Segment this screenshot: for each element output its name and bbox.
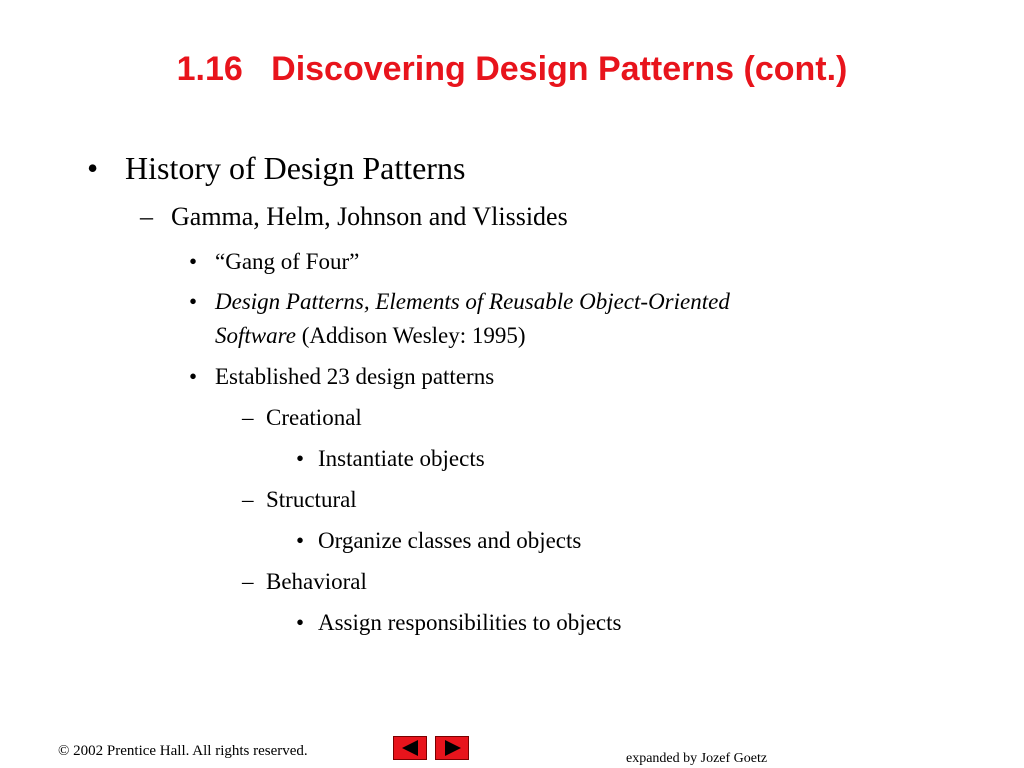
bullet-gang-of-four: “Gang of Four” (215, 249, 360, 274)
structural-description: Organize classes and objects (318, 528, 582, 553)
dash-marker: – (140, 202, 153, 231)
bullet-marker: • (189, 364, 198, 389)
dash-marker: – (242, 487, 254, 512)
author-credit: expanded by Jozef Goetz (626, 751, 768, 766)
creational-description: Instantiate objects (318, 446, 485, 471)
dash-marker: – (242, 569, 254, 594)
bullet-marker: • (296, 446, 305, 471)
bullet-marker: • (296, 528, 305, 553)
behavioral-description: Assign responsibilities to objects (318, 610, 622, 635)
slide-title: 1.16 Discovering Design Patterns (cont.) (176, 50, 848, 88)
book-title-line1: Design Patterns, Elements of Reusable Object-Oriented (215, 289, 730, 314)
copyright-text: 2002 Prentice Hall. All rights reserved. (69, 743, 308, 759)
bullet-history-of-design-patterns: History of Design Patterns (125, 150, 466, 186)
left-arrow-icon (402, 740, 418, 756)
pattern-category-structural: Structural (266, 487, 357, 512)
pattern-category-creational: Creational (266, 405, 362, 430)
bullet-marker: • (296, 610, 305, 635)
bullet-authors: Gamma, Helm, Johnson and Vlissides (171, 202, 568, 231)
bullet-marker: • (189, 289, 198, 314)
dash-marker: – (242, 405, 254, 430)
book-title-line2 (215, 323, 526, 349)
copyright-symbol: © (58, 743, 70, 759)
pattern-category-behavioral: Behavioral (266, 569, 367, 594)
book-title-italic: Software (215, 323, 296, 348)
copyright-notice (58, 743, 308, 760)
bullet-marker: • (189, 249, 198, 274)
previous-slide-button[interactable] (393, 736, 427, 760)
bullet-established-23: Established 23 design patterns (215, 364, 495, 389)
bullet-marker: • (87, 150, 99, 186)
book-publisher: (Addison Wesley: 1995) (295, 323, 526, 348)
right-arrow-icon (445, 740, 461, 756)
next-slide-button[interactable] (435, 736, 469, 760)
